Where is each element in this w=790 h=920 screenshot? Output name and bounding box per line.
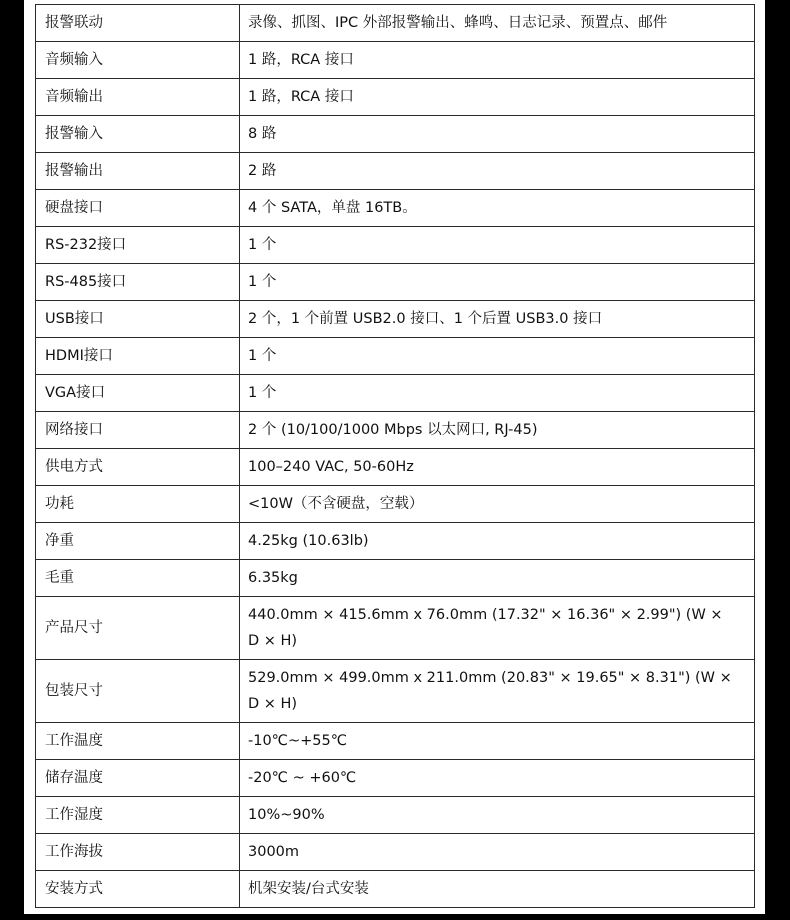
spec-label: VGA接口	[36, 375, 240, 412]
spec-value: 机架安装/台式安装	[240, 871, 755, 908]
spec-label: RS-485接口	[36, 264, 240, 301]
spec-value: 1 个	[240, 375, 755, 412]
spec-row	[36, 660, 755, 723]
spec-sheet	[24, 0, 765, 914]
spec-label: USB接口	[36, 301, 240, 338]
spec-row	[36, 153, 755, 190]
spec-table-body	[36, 5, 755, 908]
spec-value: 2 个 (10/100/1000 Mbps 以太网口, RJ-45)	[240, 412, 755, 449]
spec-value: -20℃ ~ +60℃	[240, 760, 755, 797]
spec-table	[35, 4, 755, 908]
spec-value: 440.0mm × 415.6mm x 76.0mm (17.32" × 16.36" × 2.99") (W × D × H)	[240, 597, 755, 660]
spec-value: 2 个，1 个前置 USB2.0 接口、1 个后置 USB3.0 接口	[240, 301, 755, 338]
spec-row	[36, 116, 755, 153]
spec-value: 3000m	[240, 834, 755, 871]
spec-row	[36, 597, 755, 660]
spec-label: 工作湿度	[36, 797, 240, 834]
spec-value: 1 路，RCA 接口	[240, 42, 755, 79]
spec-row	[36, 797, 755, 834]
spec-value: 1 个	[240, 338, 755, 375]
spec-row	[36, 760, 755, 797]
spec-row	[36, 834, 755, 871]
spec-label: 安装方式	[36, 871, 240, 908]
spec-label: RS-232接口	[36, 227, 240, 264]
spec-value: 529.0mm × 499.0mm x 211.0mm (20.83" × 19.65" × 8.31") (W × D × H)	[240, 660, 755, 723]
spec-label: HDMI接口	[36, 338, 240, 375]
spec-row	[36, 486, 755, 523]
spec-row	[36, 338, 755, 375]
spec-row	[36, 560, 755, 597]
spec-label: 硬盘接口	[36, 190, 240, 227]
spec-label: 储存温度	[36, 760, 240, 797]
spec-label: 工作温度	[36, 723, 240, 760]
spec-value: 2 路	[240, 153, 755, 190]
spec-label: 报警输入	[36, 116, 240, 153]
spec-label: 产品尺寸	[36, 597, 240, 660]
spec-value: -10℃~+55℃	[240, 723, 755, 760]
spec-row	[36, 42, 755, 79]
spec-row	[36, 449, 755, 486]
spec-row	[36, 523, 755, 560]
spec-row	[36, 5, 755, 42]
spec-row	[36, 227, 755, 264]
spec-label: 毛重	[36, 560, 240, 597]
spec-value: 4 个 SATA，单盘 16TB。	[240, 190, 755, 227]
spec-label: 净重	[36, 523, 240, 560]
spec-value: 1 个	[240, 227, 755, 264]
spec-label: 供电方式	[36, 449, 240, 486]
spec-label: 音频输出	[36, 79, 240, 116]
spec-value: 10%~90%	[240, 797, 755, 834]
spec-row	[36, 79, 755, 116]
spec-value: <10W（不含硬盘，空载）	[240, 486, 755, 523]
spec-value: 6.35kg	[240, 560, 755, 597]
spec-label: 工作海拔	[36, 834, 240, 871]
spec-row	[36, 301, 755, 338]
spec-value: 4.25kg (10.63lb)	[240, 523, 755, 560]
spec-row	[36, 412, 755, 449]
spec-label: 报警输出	[36, 153, 240, 190]
spec-row	[36, 264, 755, 301]
spec-row	[36, 190, 755, 227]
spec-label: 报警联动	[36, 5, 240, 42]
spec-row	[36, 723, 755, 760]
spec-label: 音频输入	[36, 42, 240, 79]
spec-value: 1 路，RCA 接口	[240, 79, 755, 116]
spec-label: 功耗	[36, 486, 240, 523]
spec-label: 包装尺寸	[36, 660, 240, 723]
spec-value: 录像、抓图、IPC 外部报警输出、蜂鸣、日志记录、预置点、邮件	[240, 5, 755, 42]
spec-row	[36, 871, 755, 908]
spec-row	[36, 375, 755, 412]
spec-value: 8 路	[240, 116, 755, 153]
spec-value: 1 个	[240, 264, 755, 301]
spec-label: 网络接口	[36, 412, 240, 449]
spec-value: 100–240 VAC, 50-60Hz	[240, 449, 755, 486]
